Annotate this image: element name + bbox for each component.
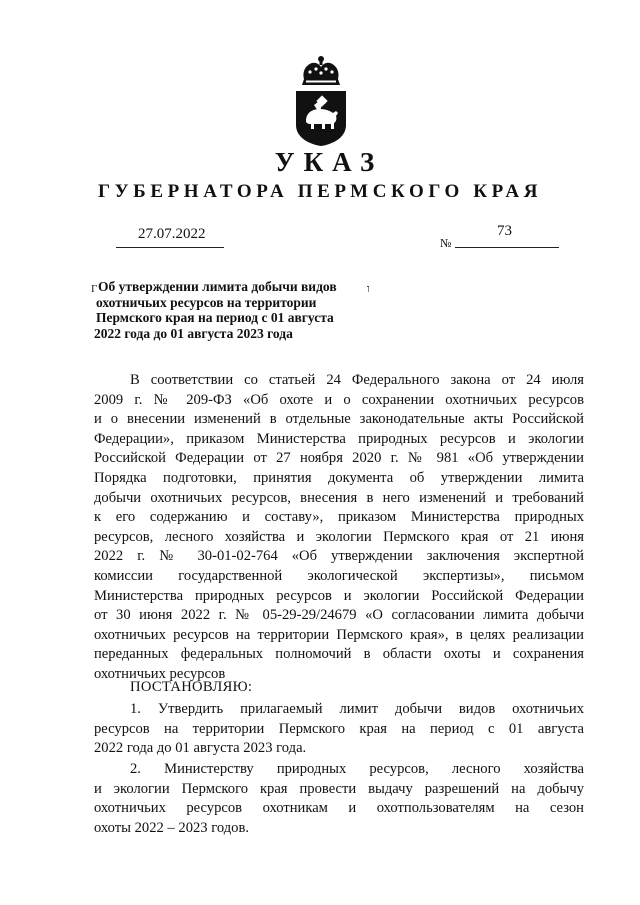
paragraph-line: 2022 года до 01 августа 2023 года. (94, 740, 307, 757)
paragraph-line: от 30 июня 2022 г. № 05-29-29/24679 «О согласовании лимита добычи (94, 607, 584, 624)
perm-krai-coat-of-arms-icon (292, 55, 350, 147)
decree-item-1 (94, 700, 584, 759)
paragraph-line: охотничьих ресурсов (94, 665, 226, 682)
paragraph-line: к его содержанию и составу», приказом Министерства природных (94, 509, 584, 526)
document-title: УКАЗ (274, 147, 384, 177)
paragraph-line: 2022 г. № 30-01-02-764 «Об утверждении заключения экспертной (94, 548, 584, 565)
paragraph-line: 2009 г. № 209-ФЗ «Об охоте и о сохранении охотничьих ресурсов (94, 391, 584, 408)
number-underline (455, 247, 559, 248)
paragraph-line: и экологии Пермского края провести выдачу разрешений на добычу (94, 780, 584, 797)
preamble-paragraph (94, 371, 584, 685)
paragraph-line: ресурсов, лесного хозяйства и экологии Пермского края от 21 июня (94, 528, 584, 545)
paragraph-line: охотничьих ресурсов охотникам и охотпользователям на сезон (94, 800, 584, 817)
subject-heading (92, 279, 382, 341)
corner-mark-left: Г (91, 283, 98, 295)
paragraph-line: и о внесении изменений в отдельные законодательные акты Российской (94, 411, 584, 428)
paragraph-line: 2. Министерству природных ресурсов, лесного хозяйства (130, 761, 584, 777)
subject-line: Пермского края на период с 01 августа (96, 310, 334, 325)
paragraph-line: Российской Федерации от 27 ноября 2020 г. № 981 «Об утверждении (94, 450, 584, 467)
decree-item-2 (94, 760, 584, 838)
paragraph-line: комиссии государственной экологической экспертизы», письмом (94, 567, 584, 584)
paragraph-line: добычи охотничьих ресурсов, внесения в него изменений и требований (94, 489, 584, 506)
paragraph-line: Порядка подготовки, принятия документа об утверждении лимита (94, 469, 584, 486)
paragraph-line: охотничьих ресурсов на территории Пермского края», в целях реализации (94, 626, 584, 643)
subject-line: 2022 года до 01 августа 2023 года (94, 325, 293, 341)
document-subtitle: ГУБЕРНАТОРА ПЕРМСКОГО КРАЯ (97, 181, 543, 202)
paragraph-line: Министерства природных ресурсов и экологии Российской Федерации (94, 587, 584, 604)
paragraph-line: В соответствии со статьей 24 Федерального закона от 24 июля (130, 372, 584, 388)
paragraph-line: Федерации», приказом Министерства природных ресурсов и экологии (94, 430, 584, 447)
subject-line: охотничьих ресурсов на территории (96, 294, 317, 310)
paragraph-line: переданных федеральных полномочий в области охоты и сохранения (94, 646, 584, 663)
paragraph-line: охоты 2022 – 2023 годов. (94, 819, 249, 836)
corner-mark-right: ו (367, 283, 370, 295)
subject-line: Об утверждении лимита добычи видов (98, 279, 337, 294)
date-underline (116, 247, 224, 248)
paragraph-line: ресурсов на территории Пермского края на период с 01 августа (94, 720, 584, 737)
document-date: 27.07.2022 (138, 226, 206, 242)
decree-word: ПОСТАНОВЛЯЮ: (130, 679, 253, 695)
paragraph-line: 1. Утвердить прилагаемый лимит добычи видов охотничьих (130, 701, 584, 717)
number-label: № (440, 236, 452, 250)
document-number: 73 (497, 223, 512, 239)
